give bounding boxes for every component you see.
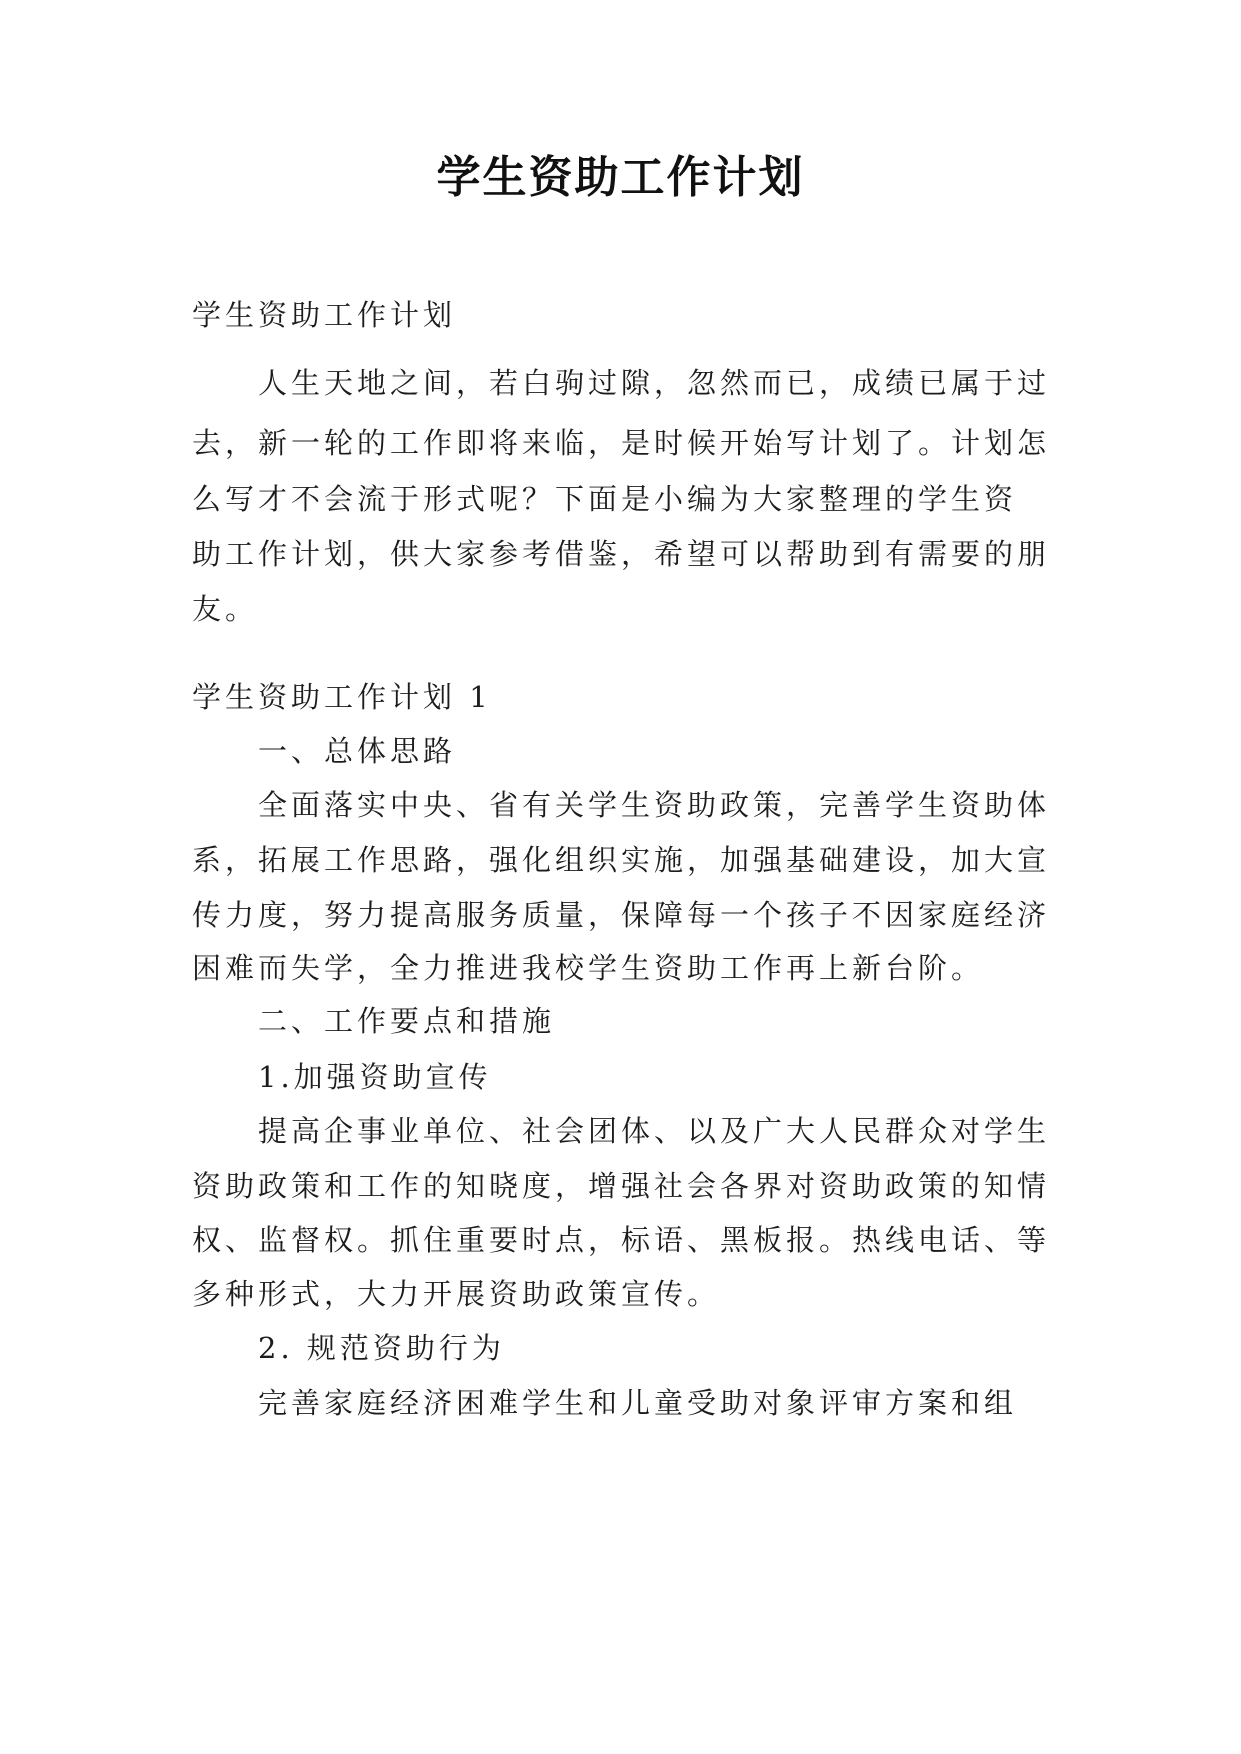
document-title: 学生资助工作计划 (436, 152, 805, 203)
heading-key-points: 二、工作要点和措施 (258, 1004, 556, 1038)
paragraph-line: 系，拓展工作思路，强化组织实施，加强基础建设，加大宣 (192, 843, 1051, 877)
subheading-publicity: 1.加强资助宣传 (258, 1060, 492, 1094)
subtitle-line: 学生资助工作计划 (192, 298, 457, 332)
intro-line: 友。 (192, 592, 259, 626)
intro-line: 么写才不会流于形式呢？下面是小编为大家整理的学生资 (192, 482, 1018, 516)
paragraph-line: 提高企事业单位、社会团体、以及广大人民群众对学生 (258, 1114, 1051, 1148)
paragraph-line: 多种形式，大力开展资助政策宣传。 (192, 1277, 721, 1311)
paragraph-line: 资助政策和工作的知晓度，增强社会各界对资助政策的知情 (192, 1169, 1051, 1203)
paragraph-line: 权、监督权。抓住重要时点，标语、黑板报。热线电话、等 (192, 1223, 1051, 1257)
paragraph-line: 全面落实中央、省有关学生资助政策，完善学生资助体 (258, 788, 1051, 822)
subheading-standardize: 2. 规范资助行为 (258, 1331, 505, 1365)
intro-line: 人生天地之间，若白驹过隙，忽然而已，成绩已属于过 (258, 366, 1051, 400)
paragraph-line: 完善家庭经济困难学生和儿童受助对象评审方案和组 (258, 1386, 1018, 1420)
heading-overall-approach: 一、总体思路 (258, 734, 457, 768)
section-title: 学生资助工作计划 1 (192, 680, 492, 714)
paragraph-line: 困难而失学，全力推进我校学生资助工作再上新台阶。 (192, 951, 985, 985)
paragraph-line: 传力度，努力提高服务质量，保障每一个孩子不因家庭经济 (192, 898, 1051, 932)
intro-line: 助工作计划，供大家参考借鉴，希望可以帮助到有需要的朋 (192, 537, 1051, 571)
intro-line: 去，新一轮的工作即将来临，是时候开始写计划了。计划怎 (192, 426, 1051, 460)
